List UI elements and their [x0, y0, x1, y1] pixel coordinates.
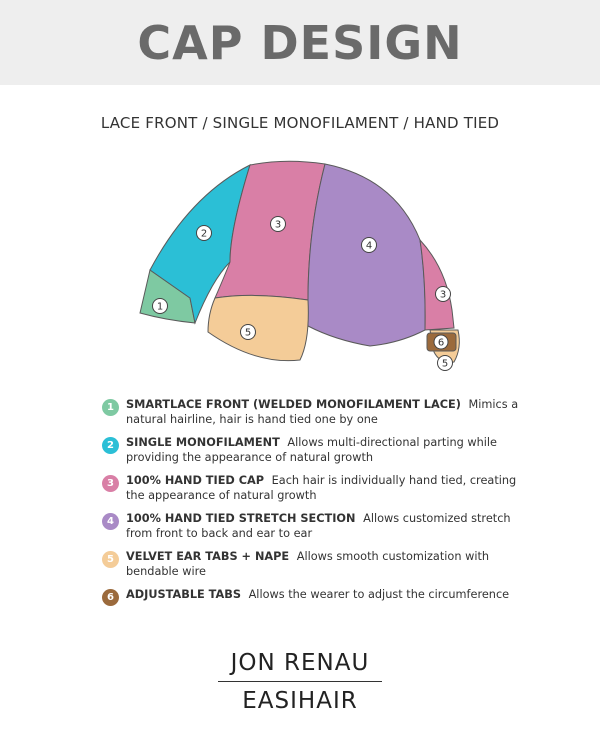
page-title: CAP DESIGN: [137, 15, 463, 70]
zone-label-5: [241, 325, 256, 340]
legend-number-badge: 6: [102, 589, 119, 606]
svg-text:6: 6: [437, 337, 445, 349]
legend-description: Allows smooth customization with bendable wire: [126, 550, 490, 578]
legend-title: 100% HAND TIED CAP: [126, 474, 265, 487]
cap-type-subtitle: LACE FRONT / SINGLE MONOFILAMENT / HAND TIED: [100, 114, 500, 132]
legend-description: Allows customized stretch from front to back and ear to ear: [126, 512, 511, 540]
svg-text:5: 5: [244, 327, 252, 339]
legend-description: Allows multi-directional parting while providing the appearance of natural growth: [126, 436, 497, 464]
legend-title: SMARTLACE FRONT (WELDED MONOFILAMENT LACE): [126, 398, 461, 411]
svg-text:1: 1: [156, 301, 164, 313]
legend-number-badge: 5: [102, 551, 119, 568]
zone-label-1: [153, 299, 168, 314]
legend-number-badge: 3: [102, 475, 119, 492]
cap-illustration: [130, 150, 480, 385]
legend-item: [100, 435, 520, 465]
zone-label-6: [434, 335, 448, 349]
legend-description: Allows the wearer to adjust the circumference: [248, 588, 510, 601]
legend-item: [100, 549, 520, 579]
legend-number-badge: 4: [102, 513, 119, 530]
legend-description: Mimics a natural hairline, hair is hand tied one by one: [126, 398, 519, 426]
zone-label-5-nape: [438, 356, 453, 371]
brand-subname: EASIHAIR: [242, 688, 358, 714]
legend-title: SINGLE MONOFILAMENT: [126, 436, 280, 449]
legend-item: [100, 587, 520, 602]
zone-label-2: [197, 226, 212, 241]
legend-title: VELVET EAR TABS + NAPE: [126, 550, 290, 563]
cap-diagram: [130, 150, 480, 385]
zone-3-hand-tied-back: [420, 240, 454, 330]
svg-text:3: 3: [274, 219, 282, 231]
legend-number-badge: 1: [102, 399, 119, 416]
zone-label-4: [362, 238, 377, 253]
svg-text:2: 2: [200, 228, 208, 240]
legend-item: [100, 473, 520, 503]
legend-number-badge: 2: [102, 437, 119, 454]
legend-item: [100, 397, 520, 427]
legend-title: 100% HAND TIED STRETCH SECTION: [126, 512, 356, 525]
zone-label-3: [271, 217, 286, 232]
zone-4-stretch: [308, 164, 425, 346]
brand-divider: [218, 681, 382, 682]
svg-text:3: 3: [439, 289, 447, 301]
brand-logo: [0, 648, 600, 716]
zone-label-3-back: [436, 287, 451, 302]
legend-title: ADJUSTABLE TABS: [126, 588, 241, 601]
legend-description: Each hair is individually hand tied, creating the appearance of natural growth: [126, 474, 517, 502]
zone-5-ear-tab: [208, 295, 308, 360]
header-banner: [0, 0, 600, 85]
legend-item: [100, 511, 520, 541]
brand-name: JON RENAU: [230, 650, 370, 676]
svg-text:4: 4: [365, 240, 373, 252]
legend: [100, 397, 520, 610]
svg-text:5: 5: [441, 358, 449, 370]
